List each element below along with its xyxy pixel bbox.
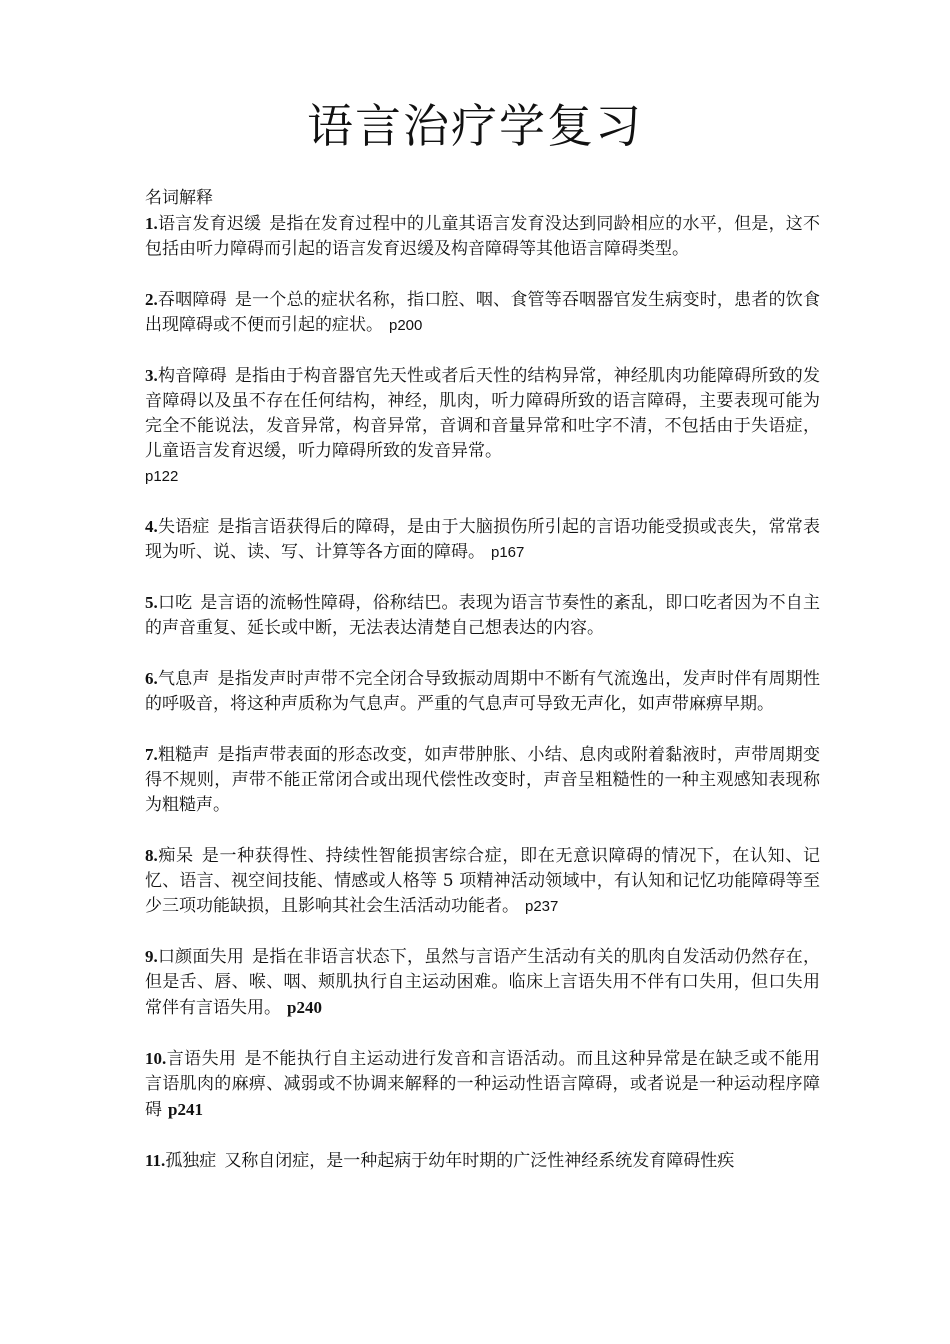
- page-reference: p167: [491, 544, 525, 561]
- definition-entry-3: [145, 363, 820, 489]
- entry-definition: 是指在发育过程中的儿童其语言发育没达到同龄相应的水平，但是，这不包括由听力障碍而引起的语言发育迟缓及构音障碍等其他语言障碍类型。: [145, 214, 821, 259]
- entry-term: 吞咽障碍: [157, 290, 227, 310]
- entry-term: 粗糙声: [157, 745, 210, 765]
- definition-entry-5: [145, 590, 820, 641]
- entry-definition: 是一个总的症状名称，指口腔、咽、食管等吞咽器官发生病变时，患者的饮食出现障碍或不便而引起的症状。: [145, 290, 821, 335]
- page-reference: p237: [525, 898, 559, 915]
- entry-term: 言语失用: [166, 1049, 237, 1069]
- document-body: [145, 186, 820, 1199]
- entry-term: 痴呆: [157, 846, 194, 866]
- page-title: 语言治疗学复习: [307, 99, 643, 153]
- entry-term: 孤独症: [165, 1151, 217, 1171]
- definition-entry-10: [145, 1046, 820, 1123]
- page-reference: p240: [287, 998, 322, 1017]
- definition-entry-1: [145, 211, 820, 262]
- entry-number: 1.: [145, 214, 158, 233]
- page-reference: p122: [145, 468, 179, 485]
- entry-number: 10.: [145, 1049, 167, 1068]
- entry-number: 8.: [145, 846, 158, 865]
- page-reference: p200: [389, 317, 423, 334]
- definition-entry-8: [145, 843, 820, 919]
- definition-entry-9: [145, 944, 820, 1021]
- definition-entry-4: [145, 514, 820, 565]
- entry-term: 失语症: [157, 517, 210, 537]
- entry-term: 语言发育迟缓: [157, 214, 262, 234]
- entry-definition: 是言语的流畅性障碍，俗称结巴。表现为语言节奏性的紊乱，即口吃者因为不自主的声音重复、延长或中断，无法表达清楚自己想表达的内容。: [145, 593, 821, 638]
- definition-entry-11: [145, 1148, 820, 1174]
- entry-number: 9.: [145, 947, 158, 966]
- entry-definition: 是指在非语言状态下，虽然与言语产生活动有关的肌肉自发活动仍然存在，但是舌、唇、喉、咽、颊肌执行自主运动困难。临床上言语失用不伴有口失用，但口失用常伴有言语失用。: [145, 947, 821, 1018]
- entry-number: 7.: [145, 745, 158, 764]
- entry-definition: 是指声带表面的形态改变，如声带肿胀、小结、息肉或附着黏液时，声带周期变得不规则，声带不能正常闭合或出现代偿性改变时，声音呈粗糙性的一种主观感知表现称为粗糙声。: [145, 745, 821, 815]
- entry-term: 构音障碍: [157, 366, 227, 386]
- entry-definition: 又称自闭症，是一种起病于幼年时期的广泛性神经系统发育障碍性疾: [224, 1151, 735, 1171]
- entry-number: 11.: [145, 1151, 166, 1170]
- definition-entry-6: [145, 666, 820, 717]
- entry-term: 气息声: [157, 669, 210, 689]
- definition-entry-2: [145, 287, 820, 338]
- section-label: 名词解释: [145, 188, 213, 208]
- definition-entry-7: [145, 742, 820, 818]
- entry-number: 5.: [145, 593, 158, 612]
- entry-number: 3.: [145, 366, 158, 385]
- entry-number: 6.: [145, 669, 158, 688]
- entry-definition: 是指发声时声带不完全闭合导致振动周期中不断有气流逸出，发声时伴有周期性的呼吸音，将这种声质称为气息声。严重的气息声可导致无声化，如声带麻痹早期。: [145, 669, 821, 714]
- entry-term: 口颜面失用: [157, 947, 245, 967]
- entry-definition: 是指由于构音器官先天性或者后天性的结构异常，神经肌肉功能障碍所致的发音障碍以及虽不存在任何结构，神经，肌肉，听力障碍所致的语言障碍，主要表现可能为完全不能说法，发音异常，构音异常，音调和音量异常和吐字不清，不包括由于失语症，儿童语言发育迟缓，听力障碍所致的发音异常。: [145, 366, 821, 461]
- entry-definition: 是一种获得性、持续性智能损害综合症，即在无意识障碍的情况下，在认知、记忆、语言、视空间技能、情感或人格等 5 项精神活动领域中，有认知和记忆功能障碍等至少三项功能缺损，且影响其社会生活活动功能者。: [145, 846, 821, 916]
- entry-term: 口吃: [157, 593, 193, 613]
- page-reference: p241: [168, 1100, 203, 1119]
- entry-number: 2.: [145, 290, 158, 309]
- entry-definition: 是不能执行自主运动进行发音和言语活动。而且这种异常是在缺乏或不能用言语肌肉的麻痹、减弱或不协调来解释的一种运动性语言障碍，或者说是一种运动程序障碍: [145, 1049, 821, 1120]
- entry-definition: 是指言语获得后的障碍，是由于大脑损伤所引起的言语功能受损或丧失，常常表现为听、说、读、写、计算等各方面的障碍。: [145, 517, 821, 562]
- entry-number: 4.: [145, 517, 158, 536]
